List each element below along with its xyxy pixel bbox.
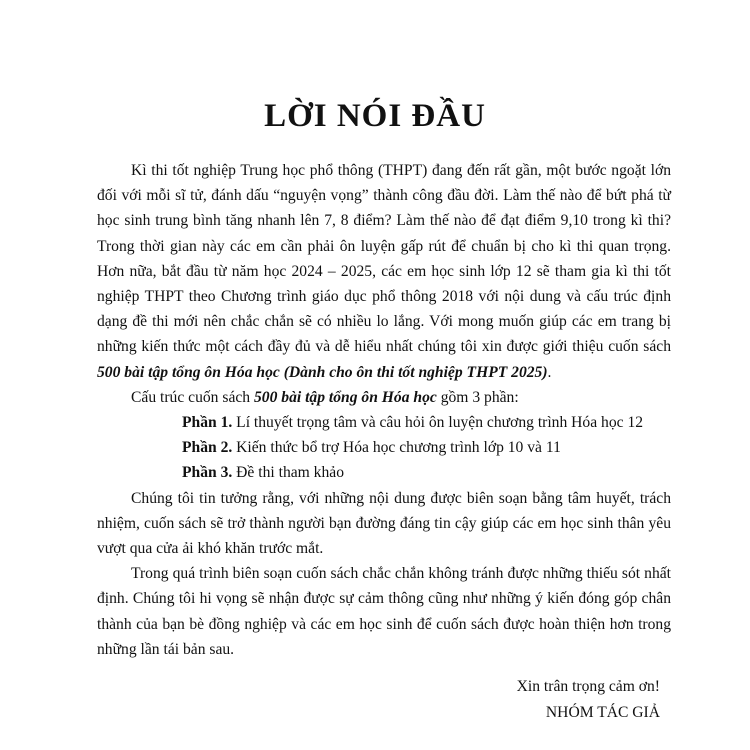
intro-book-title: 500 bài tập tổng ôn Hóa học (Dành cho ôn thi tốt nghiệp THPT 2025) [97,363,548,381]
part-text: Lí thuyết trọng tâm và câu hỏi ôn luyện chương trình Hóa học 12 [232,414,644,432]
part-label: Phần 3. [182,464,233,482]
part-text: Kiến thức bổ trợ Hóa học chương trình lớp 10 và 11 [232,439,561,457]
intro-paragraph [97,158,671,385]
thanks-line: Xin trân trọng cảm ơn! [516,678,660,695]
part-label: Phần 2. [182,439,233,457]
list-item [182,435,671,460]
parts-list [97,410,671,486]
intro-text: Kì thi tốt nghiệp Trung học phổ thông (THPT) đang đến rất gần, một bước ngoặt lớn đối với mỗi sĩ tử, đánh dấu “nguyện vọng” thành công đầu đời. Làm thế nào để bứt phá từ học sinh trung bình tăng nhanh lên 7, 8 điểm? Làm thế nào để đạt điểm 9,10 trong kì thi? Trong thời gian này các em cần phải ôn luyện gấp rút để chuẩn bị cho kì thi quan trọng. Hơn nữa, bắt đầu từ năm học 2024 – 2025, các em học sinh lớp 12 sẽ tham gia kì thi tốt nghiệp THPT theo Chương trình giáo dục phổ thông 2018 với nội dung và cấu trúc định dạng đề thi mới nên chắc chắn sẽ có nhiều lo lắng. Với mong muốn giúp các em trang bị những kiến thức một cách đầy đủ và dễ hiểu nhất chúng tôi xin được giới thiệu cuốn sách [97,162,671,356]
structure-after: gồm 3 phần: [436,388,519,406]
list-item [182,410,671,435]
belief-paragraph: Chúng tôi tin tưởng rằng, với những nội dung được biên soạn bằng tâm huyết, trách nhiệm, cuốn sách sẽ trở thành người bạn đường đáng tin cậy giúp các em học sinh thân yêu vượt qua cửa ải khó khăn trước mắt. [97,489,671,558]
signature-block [517,674,660,726]
author-line: NHÓM TÁC GIẢ [545,704,660,721]
structure-paragraph [97,385,671,410]
page-title: LỜI NÓI ĐẦU [264,98,486,134]
intro-end: . [547,363,552,381]
document-body [97,158,671,662]
part-label: Phần 1. [182,414,233,432]
closing-paragraph: Trong quá trình biên soạn cuốn sách chắc chắn không tránh được những thiếu sót nhất định. Chúng tôi hi vọng sẽ nhận được sự cảm thông cũng như những ý kiến đóng góp chân thành của bạn bè đồng nghiệp và các em học sinh để cuốn sách được hoàn thiện hơn trong những lần tái bản sau. [97,565,671,658]
list-item [182,460,671,485]
structure-book-name: 500 bài tập tổng ôn Hóa học [253,388,437,406]
structure-before: Cấu trúc cuốn sách [131,388,254,406]
part-text: Đề thi tham khảo [232,464,344,482]
